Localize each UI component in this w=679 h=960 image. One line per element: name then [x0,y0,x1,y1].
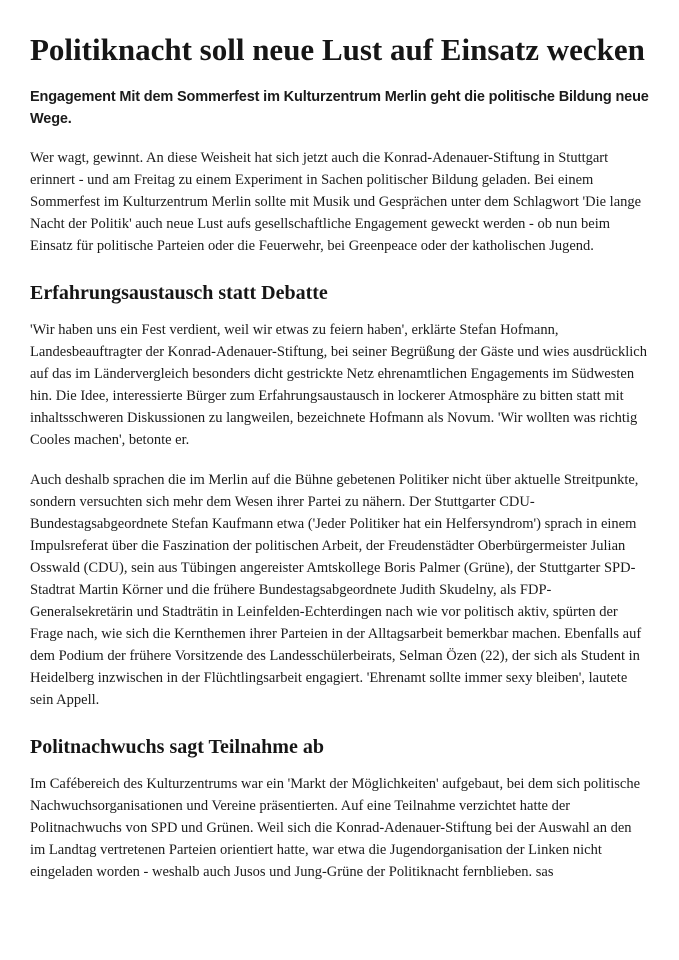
article-paragraph-4: Im Cafébereich des Kulturzentrums war ein 'Markt der Möglichkeiten' aufgebaut, bei dem sich politische Nachwuchsorganisationen und Vereine präsentierten. Auf eine Teilnahme verzichtet hatte der Politnachwuchs von SPD und Grünen. Weil sich die Konrad-Adenauer-Stiftung bei der Auswahl an den im Landtag vertretenen Parteien orientiert hatte, war etwa die Jugendorganisation der Linken nicht eingeladen worden - weshalb auch Jusos und Jung-Grüne der Politiknacht fernblieben. sas [30,775,640,880]
article-headline: Politiknacht soll neue Lust auf Einsatz wecken [30,32,645,67]
section-heading-erfahrungsaustausch: Erfahrungsaustausch statt Debatte [30,281,328,304]
article-paragraph-3: Auch deshalb sprachen die im Merlin auf die Bühne gebetenen Politiker nicht über aktuelle Streitpunkte, sondern versuchten sich mehr dem Wesen ihrer Partei zu nähern. Der Stuttgarter CDU-Bundestagsabgeordnete Stefan Kaufmann etwa ('Jeder Politiker hat ein Helfersyndrom') sprach in einem Impulsreferat über die Faszination der politischen Arbeit, der Freudenstädter Oberbürgermeister Julian Osswald (CDU), sein aus Tübingen angereister Amtskollege Boris Palmer (Grüne), der Stuttgarter SPD-Stadtrat Martin Körner und die frühere Bundestagsabgeordnete Judith Skudelny, als FDP-Generalsekretärin und Stadträtin in Leinfelden-Echterdingen nach wie vor politisch aktiv, spürten der Frage nach, wie sich die Kernthemen ihrer Parteien in der Alltagsarbeit bemerkbar machen. Ebenfalls auf dem Podium der frühere Vorsitzende des Landesschülerbeirats, Selman Özen (22), der sich als Student in Heidelberg inzwischen in der Flüchtlingsarbeit engagiert. 'Ehrenamt sollte immer sexy bleiben', lautete sein Appell. [30,471,642,708]
article-standfirst: Engagement Mit dem Sommerfest im Kulturzentrum Merlin geht die politische Bildung neue Wege. [30,88,649,127]
section-heading-politnachwuchs: Politnachwuchs sagt Teilnahme ab [30,735,324,758]
article-paragraph-1: Wer wagt, gewinnt. An diese Weisheit hat sich jetzt auch die Konrad-Adenauer-Stiftung in Stuttgart erinnert - und am Freitag zu einem Experiment in Sachen politischer Bildung geladen. Bei einem Sommerfest im Kulturzentrum Merlin sollte mit Musik und Gesprächen unter dem Schlagwort 'Die lange Nacht der Politik' auch neue Lust aufs gesellschaftliche Engagement geweckt werden - ob nun beim Einsatz für politische Parteien oder die Feuerwehr, bei Greenpeace oder der katholischen Jugend. [30,149,642,254]
article-paragraph-2: 'Wir haben uns ein Fest verdient, weil wir etwas zu feiern haben', erklärte Stefan Hofmann, Landesbeauftragter der Konrad-Adenauer-Stiftung, bei seiner Begrüßung der Gäste und wies ausdrücklich auf das im Ländervergleich besonders dicht gestrickte Netz ehrenamtlichen Engagements im Südwesten hin. Die Idee, interessierte Bürger zum Erfahrungsaustausch in lockerer Atmosphäre zu bitten statt mit inhaltsschweren Diskussionen zu langweilen, bezeichnete Hofmann als Novum. 'Wir wollten was richtig Cooles machen', betonte er. [30,321,647,448]
news-article [30,34,650,883]
